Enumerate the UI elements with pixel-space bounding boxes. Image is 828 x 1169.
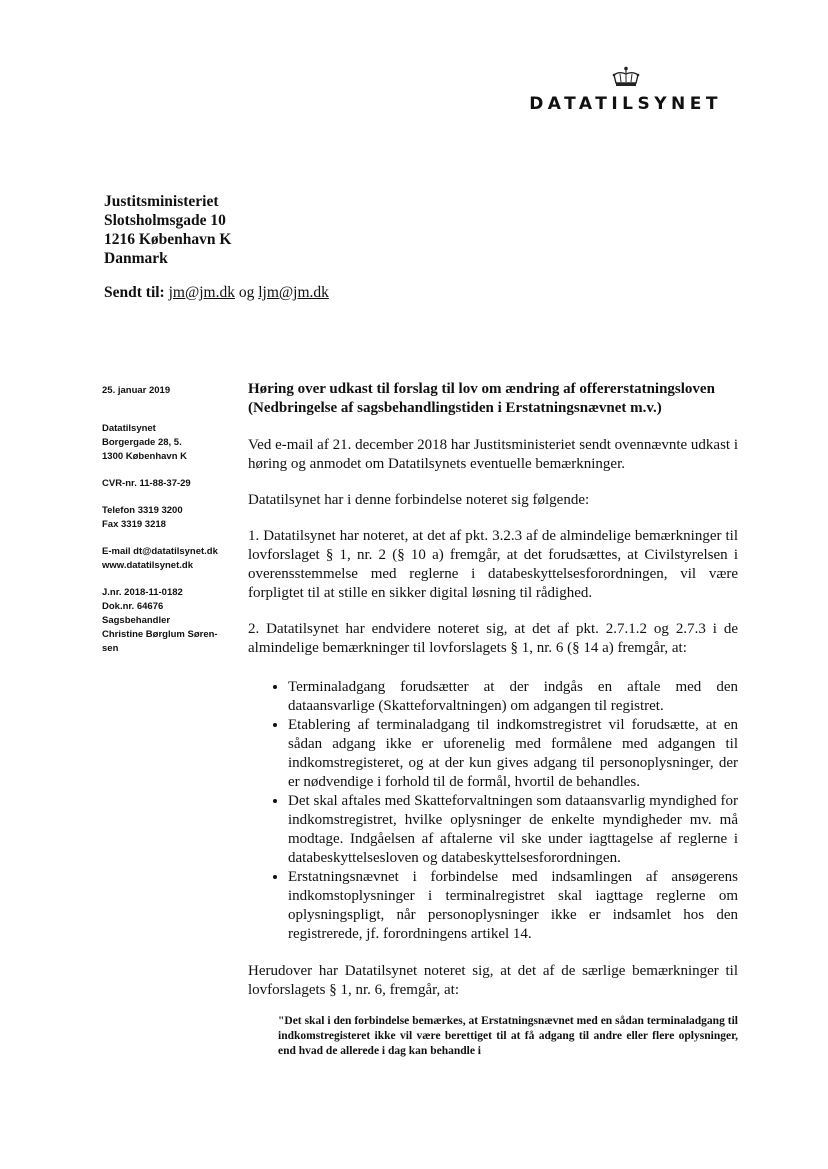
crown-icon — [611, 66, 641, 90]
case-handler-label: Sagsbehandler — [102, 615, 171, 626]
letter-date: 25. januar 2019 — [102, 385, 171, 396]
paragraph-point-1: 1. Datatilsynet har noteret, at det af pkt. 3.2.3 af de almindelige bemærkninger til lovforslaget § 1, nr. 2 (§ 10 a) fremgår, at det forudsættes, at Civilstyrelsen i overensstemmelse med reglerne i databeskyttelsesforordningen, vil være forpligtet til at stille en sikker digital løsning til rådighed. — [248, 528, 738, 601]
org-city: 1300 København K — [102, 451, 187, 462]
cvr-number: CVR-nr. 11-88-37-29 — [102, 478, 191, 489]
letter-title: Høring over udkast til forslag til lov om ændring af offererstatningsloven (Nedbringelse af sagsbehandlingstiden i Erstatningsnævnet m.v.) — [248, 381, 715, 416]
case-handler-name: Christine Børglum Søren- — [102, 629, 218, 640]
address-line: 1216 København K — [104, 231, 232, 248]
brand-name: DATATILSYNET — [529, 94, 722, 114]
case-handler-name-cont: sen — [102, 643, 119, 654]
website: www.datatilsynet.dk — [102, 560, 193, 571]
list-item: • Terminaladgang forudsætter at der indgås en aftale med den dataansvarlige (Skatteforvaltningen) om adgangen til registret. — [288, 678, 738, 716]
address-line: Danmark — [104, 250, 168, 267]
paragraph-notes: Datatilsynet har i denne forbindelse noteret sig følgende: — [248, 492, 590, 508]
email-address: E-mail dt@datatilsynet.dk — [102, 546, 218, 557]
paragraph-point-2: 2. Datatilsynet har endvidere noteret sig, at det af pkt. 2.7.1.2 og 2.7.3 i de almindelige bemærkninger til lovforslagets § 1, nr. 6 (§ 14 a) fremgår, at: — [248, 621, 738, 656]
journal-number: J.nr. 2018-11-0182 — [102, 587, 183, 598]
document-number: Dok.nr. 64676 — [102, 601, 164, 612]
block-quote: "Det skal i den forbindelse bemærkes, at Erstatningsnævnet med en sådan terminaladgang til indkomstregisteret ikke vil være berettiget til at få adgang til andre eller flere oplysninger, end hvad de allerede i dag kan behandle i — [278, 1015, 738, 1057]
paragraph-special-notes: Herudover har Datatilsynet noteret sig, at det af de særlige bemærkninger til lovforslagets § 1, nr. 6, fremgår, at: — [248, 963, 738, 998]
letterhead-logo — [529, 66, 722, 114]
email-link-ljm[interactable]: ljm@jm.dk — [258, 284, 329, 301]
sidebar-info — [102, 384, 232, 669]
conjunction: og — [238, 284, 255, 301]
fax-number: Fax 3319 3218 — [102, 519, 166, 530]
sent-to-line — [104, 284, 329, 302]
org-street: Borgergade 28, 5. — [102, 437, 182, 448]
letter-body — [248, 380, 738, 1059]
sent-to-label: Sendt til: — [104, 284, 165, 301]
list-item: • Det skal aftales med Skatteforvaltningen som dataansvarlig myndighed for indkomstregistret, hvilke oplysninger de enkelte myndigheder mv. må modtage. Indgåelsen af aftalerne vil ske under iagttagelse af reglerne i databeskyttelsesloven og databeskyttelsesforordningen. — [288, 792, 738, 868]
org-name: Datatilsynet — [102, 423, 156, 434]
recipient-address — [104, 192, 231, 268]
phone-number: Telefon 3319 3200 — [102, 505, 183, 516]
list-item: • Etablering af terminaladgang til indkomstregistret vil forudsætte, at en sådan adgang ikke er uforenelig med formålene med adgangen til indkomstregisteret, og at der kun gives adgang til personoplysninger, der er nødvendige i forhold til de formål, hvortil de behandles. — [288, 716, 738, 792]
address-line: Slotsholmsgade 10 — [104, 212, 226, 229]
paragraph-intro: Ved e-mail af 21. december 2018 har Justitsministeriet sendt ovennævnte udkast i høring og anmodet om Datatilsynets eventuelle bemærkninger. — [248, 437, 738, 472]
bullet-list — [248, 678, 738, 944]
address-line: Justitsministeriet — [104, 193, 219, 210]
list-item: • Erstatningsnævnet i forbindelse med indsamlingen af ansøgerens indkomstoplysninger i terminalregistret skal iagttage reglerne om oplysningspligt, når personoplysninger ikke er indsamlet hos den registrerede, jf. forordningens artikel 14. — [288, 868, 738, 944]
email-link-jm[interactable]: jm@jm.dk — [168, 284, 235, 301]
